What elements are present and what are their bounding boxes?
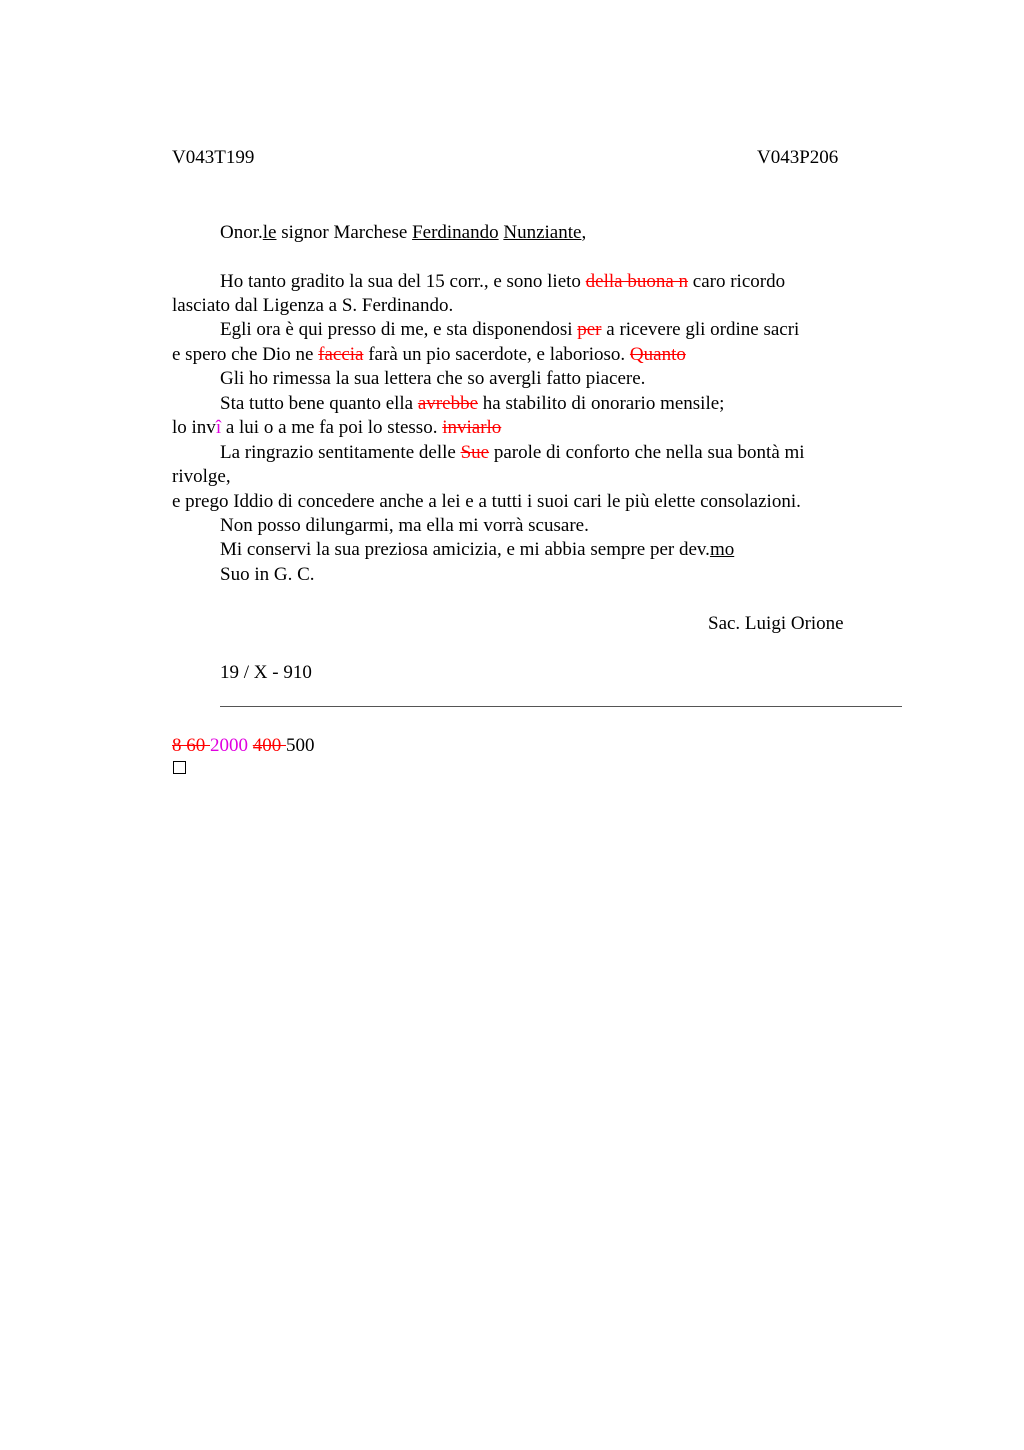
left-code: V043T199 (172, 147, 255, 168)
p5-text-a: La ringrazio sentitamente delle (220, 442, 461, 463)
p5-text-b: parole di conforto che nella sua bontà mi (489, 442, 805, 463)
p4-line1 (220, 392, 724, 416)
salutation-mid: signor Marchese (276, 222, 413, 243)
p1-deleted: della buona n (585, 271, 689, 292)
p1-text-a: Ho tanto gradito la sua del 15 corr., e sono lieto (220, 271, 586, 292)
p2-text-c: e spero che Dio ne (172, 344, 319, 365)
p1-line2: lasciato dal Ligenza a S. Ferdinando. (172, 295, 454, 316)
p4-deleted-1: avrebbe (417, 393, 479, 414)
p2-deleted-3: Quanto (629, 344, 686, 365)
p7-sup: mo (709, 539, 735, 560)
p4-text-d: a lui o a me fa poi lo stesso. (221, 417, 443, 438)
p3-line: Gli ho rimessa la sua lettera che so avergli fatto piacere. (220, 368, 646, 389)
p5-line2: rivolge, (172, 466, 231, 487)
note-deleted-2: 400 (252, 735, 286, 756)
p5-line3: e prego Iddio di concedere anche a lei e a tutti i suoi cari le più elette consolazioni. (172, 491, 801, 512)
p2-text-a: Egli ora è qui presso di me, e sta disponendosi (220, 319, 578, 340)
salutation-prefix-sup: le (262, 222, 277, 243)
signature: Sac. Luigi Orione (708, 613, 844, 634)
note-deleted-1: 8 60 (172, 735, 210, 756)
recipient-last-name: Nunziante (503, 222, 582, 243)
p2-deleted-1: per (577, 319, 602, 340)
note-final: 500 (286, 735, 315, 756)
p7-text: Mi conservi la sua preziosa amicizia, e mi abbia sempre per dev. (220, 539, 710, 560)
p6-line: Non posso dilungarmi, ma ella mi vorrà scusare. (220, 515, 589, 536)
p2-line1 (220, 318, 799, 342)
note-inserted: 2000 (210, 735, 248, 756)
p8-line: Suo in G. C. (220, 564, 315, 585)
p2-deleted-2: faccia (318, 344, 364, 365)
p4-text-b: ha stabilito di onorario mensile; (478, 393, 725, 414)
p4-line2 (172, 416, 501, 440)
salutation-prefix: Onor. (220, 222, 263, 243)
recipient-first-name: Ferdinando (412, 222, 499, 243)
p5-line1 (220, 441, 805, 465)
checkbox-square-icon (173, 761, 186, 774)
horizontal-rule (220, 706, 902, 707)
p4-deleted-2: inviarlo (442, 417, 502, 438)
margin-note (172, 734, 315, 758)
p7-line (220, 538, 734, 562)
p4-inserted: î (215, 417, 222, 438)
right-code: V043P206 (757, 147, 839, 168)
salutation (220, 221, 586, 245)
p2-text-d: farà un pio sacerdote, e laborioso. (363, 344, 630, 365)
p4-text-a: Sta tutto bene quanto ella (220, 393, 418, 414)
p2-text-b: a ricevere gli ordine sacri (601, 319, 800, 340)
p4-text-c: lo inv (172, 417, 216, 438)
p2-line2 (172, 343, 686, 367)
p5-deleted: Sue (460, 442, 490, 463)
p1-text-b: caro ricordo (688, 271, 786, 292)
p1-line1 (220, 270, 785, 294)
date: 19 / X - 910 (220, 662, 312, 683)
salutation-comma: , (581, 222, 587, 243)
